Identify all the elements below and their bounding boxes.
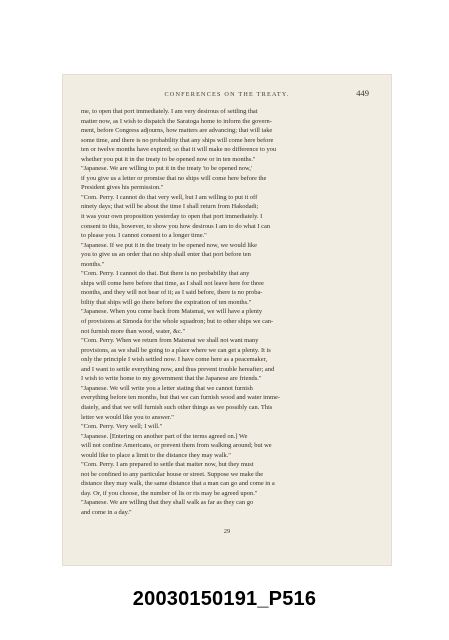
text-line: ten or twelve months have expired; so that it will make no difference to you [81, 146, 277, 154]
body-text [81, 107, 377, 518]
text-line: matter now, as I wish to dispatch the Saratoga home to inform the govern- [81, 117, 272, 125]
text-line: not furnish more than wood, water, &c." [81, 327, 186, 335]
text-line: not be confined to any particular house or street. Suppose we make the [81, 470, 264, 478]
text-line: "Com. Perry. When we return from Matsmai we shall not want many [81, 337, 259, 345]
text-line: "Japanese. We will write you a letter stating that we cannot furnish [81, 384, 253, 392]
text-line: months, and they will not hear of it; as I said before, there is no proba- [81, 289, 263, 297]
text-line: it was your own proposition yesterday to open that port immediately. I [81, 213, 263, 221]
text-line: if you give us a letter or promise that no ships will come here before the [81, 174, 267, 182]
text-line: "Com. Perry. Very well; I will." [81, 423, 163, 431]
image-caption: 20030150191_P516 [132, 588, 317, 610]
text-line: would like to place a limit to the distance they may walk." [81, 451, 231, 459]
text-line: "Japanese. When you come back from Matsmai, we will have a plenty [81, 308, 263, 316]
text-line: "Com. Perry. I cannot do that. But there is no probability that any [81, 270, 250, 278]
text-line: everything before ten months, but that we can furnish wood and water imme- [81, 394, 280, 402]
page-header [63, 88, 391, 102]
text-line: whether you put it in the treaty to be opened now or in ten months." [81, 155, 256, 163]
text-line: "Com. Perry. I am prepared to settle that matter now, but they must [81, 461, 254, 469]
text-line: to please you. I cannot consent to a longer time." [81, 232, 207, 240]
text-line: letter we would like you to answer." [81, 413, 174, 421]
text-line: distance they may walk, the same distance that a man can go and come in a [81, 480, 275, 488]
text-line: "Japanese. We are willing that they shall walk as far as they can go [81, 499, 254, 507]
text-line: provisions, as we shall be going to a place where we can get a plenty. It is [81, 346, 271, 354]
text-line: consent to this, however, to show you how desirous I am to do what I can [81, 222, 271, 230]
signature-mark: 29 [223, 528, 231, 535]
text-line: ment, before Congress adjourns, how matters are advancing; that will take [81, 127, 273, 135]
text-line: "Japanese. We are willing to put it in the treaty 'to be opened now,' [81, 165, 253, 173]
text-line: months." [81, 260, 105, 268]
text-line: you to give us an order that no ship shall enter that port before ten [81, 251, 251, 259]
text-line: will not confine Americans, or prevent them from walking around; but we [81, 442, 272, 450]
text-line: I wish to write home to my government that the Japanese are friends." [81, 375, 262, 383]
text-line: "Japanese. If we put it in the treaty to be opened now, we would like [81, 241, 257, 249]
text-line: me, to open that port immediately. I am very desirous of settling that [81, 108, 258, 115]
text-line: ninety days; that will be about the time I shall return from Hakodadi; [81, 203, 259, 211]
text-line: "Japanese. [Entering on another part of the terms agreed on.] We [81, 432, 248, 440]
text-line: ships will come here before that time, as I shall not leave here for three [81, 279, 264, 287]
text-line: and come in a day." [81, 508, 132, 516]
text-line: some time, and there is no probability that any ships will come here before [81, 136, 274, 144]
text-line: bility that ships will go there before the expiration of ten months." [81, 298, 252, 306]
book-page [63, 75, 391, 565]
text-line: diately, and that we will furnish such other things as we possibly can. This [81, 403, 273, 411]
text-line: President gives his permission." [81, 184, 164, 192]
text-line: only the principle I wish settled now. I have come here as a peacemaker, [81, 356, 268, 364]
text-line: of provisions at Simoda for the whole squadron; but to other ships we can- [81, 318, 274, 326]
text-line: "Com. Perry. I cannot do that very well, but I am willing to put it off [81, 193, 258, 201]
text-line: and I want to settle everything now, and thus prevent trouble hereafter; and [81, 365, 275, 373]
text-line: day. Or, if you choose, the number of lis or ris may be agreed upon." [81, 489, 258, 497]
running-head: CONFERENCES ON THE TREATY. [164, 91, 290, 98]
page-number: 449 [356, 88, 369, 98]
